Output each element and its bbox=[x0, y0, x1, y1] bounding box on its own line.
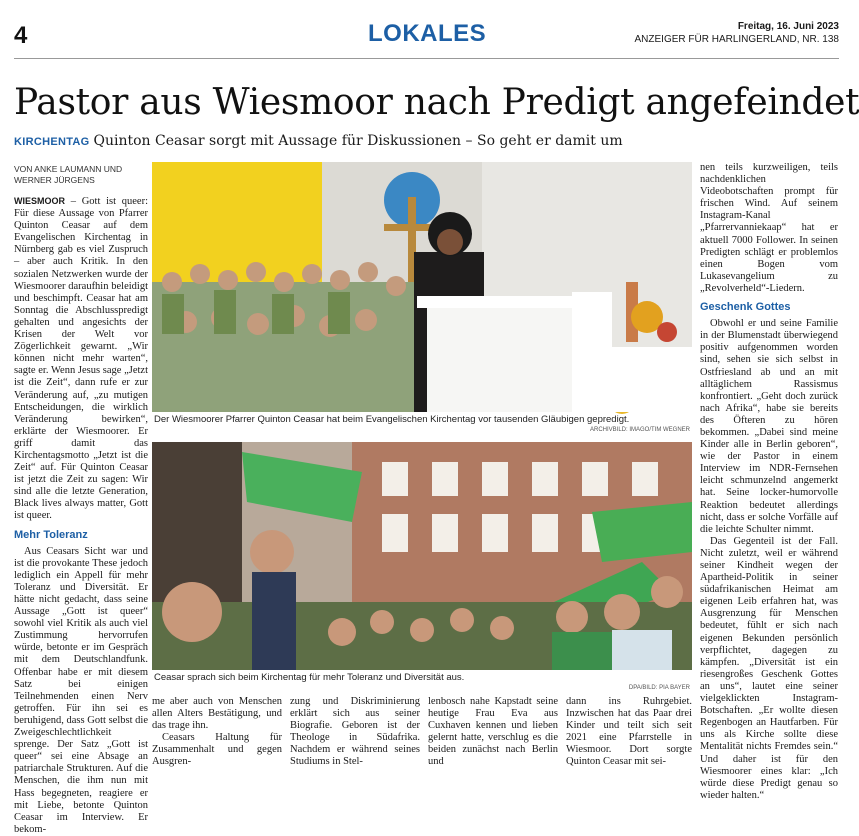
subheadline bbox=[14, 133, 623, 149]
issue-date: Freitag, 16. Juni 2023 bbox=[737, 21, 839, 32]
subheading: Mehr Toleranz bbox=[14, 528, 88, 541]
paragraph: Obwohl er und seine Familie in der Blumenstadt überwiegend positiv aufgenommen worden sind, sehen sie sich selbst in Ostfriesland ab und an mit alltäglichem Rassismus konfrontiert. „Geht doch zurück nach Afrika“, habe sie bereits des Öfteren zu hören bekommen. „Dabei sind meine Kinder alle in Berlin geboren“, wie der Pastor in einem Interview im NDR-Fernsehen leicht schmunzelnd angemerkt hat. Seine locker-humorvolle Reaktion bedeutet allerdings nicht, dass er solche Vorfälle auf die leichte Schulter nimmt. bbox=[700, 318, 838, 535]
paragraph: dann ins Ruhrgebiet. Inzwischen hat das Paar drei Kinder und teilt sich seit 2021 eine Pfarrstelle in Wiesmoor. Dort sorgte Quinton Ceasar mit sei- bbox=[566, 696, 692, 768]
photo-crowd-caption: Ceasar sprach sich beim Kirchentag für mehr Toleranz und Diversität aus. bbox=[154, 672, 465, 683]
paragraph: Aus Ceasars Sicht war und ist die provokante These jedoch lediglich ein Appell für mehr Toleranz und Diversität. Er hätte nicht gedacht, dass seine Aussage „Gott ist queer“ sowohl viel Kritik als auch viel Zustimmung hervorrufen würde, betonte er im Gespräch mit dem Deutschlandfunk. Offenbar habe er mit diesem Satz bei einigen Teilnehmenden einen Nerv getroffen. Für ihn sei es beruhigend, dass Gott selbst die Zweigeschlechtlichkeit sprenge. Der Satz „Gott ist queer“ sei eine Absage an patriarchale Strukturen. Auf die Menschen, die ihm nun mit Hass begegneten, reagiere er mit Liebe, betonte Quinton Ceasar im Interview. Er bekom- bbox=[14, 545, 148, 835]
kicker: KIRCHENTAG bbox=[14, 136, 90, 148]
article-column-4 bbox=[428, 696, 558, 768]
photo-sermon-caption: Der Wiesmoorer Pfarrer Quinton Ceasar hat beim Evangelischen Kirchentag vor tausenden Gläubigen gepredigt. bbox=[154, 414, 630, 425]
paragraph: Ceasars Haltung für Zusammenhalt und gegen Ausgren- bbox=[152, 732, 282, 768]
paragraph: Das Gegenteil ist der Fall. Nicht zuletzt, weil er während seiner Kindheit wegen der Apartheid-Politik in seiner südafrikanischen Heimat am eigenen Leib erfahren hat, was Ausgrenzung für Menschen bedeutet, fühlt er sich nach eigenen Bekunden persönlich verpflichtet, dagegen zu kämpfen. „Diversität ist ein riesengroßes Geschenk Gottes an uns“, lautet eine seiner vielgeklickten Instagram-Botschaften. „Er wollte diesen Regenbogen an Hautfarben. Für uns als Kirche sollte diese Mentalität nichts Fremdes sein.“ Und daher ist für den Wiesmoorer eines klar: „Ich würde diese Predigt genau so wieder halten.“ bbox=[700, 535, 838, 801]
paper-name: ANZEIGER FÜR HARLINGERLAND, NR. 138 bbox=[634, 34, 839, 45]
section-title: LOKALES bbox=[368, 20, 487, 47]
paragraph: zung und Diskriminierung erklärt sich aus seiner Biografie. Geboren ist der Theologe in Südafrika. Nachdem er während seines Studiums in Stel- bbox=[290, 696, 420, 768]
article-column-1 bbox=[14, 195, 148, 835]
headline: Pastor aus Wiesmoor nach Predigt angefeindet bbox=[14, 82, 859, 123]
subheading: Geschenk Gottes bbox=[700, 301, 791, 314]
dateline bbox=[635, 20, 840, 46]
article-column-2 bbox=[152, 696, 282, 768]
paragraph: me aber auch von Menschen allen Alters Bestätigung, und das trage ihn. bbox=[152, 696, 282, 732]
sermon-photo-image bbox=[152, 162, 692, 412]
paragraph: lenbosch nahe Kapstadt seine heutige Frau Eva aus Cuxhaven kennen und lieben gelernt hatte, verschlug es die beiden zunächst nach Berlin und bbox=[428, 696, 558, 768]
paragraph-text: – Gott ist queer: Für diese Aussage von Pfarrer Quinton Ceasar auf dem Evangelischen Kirchentag in Nürnberg gab es viel Zuspruch – aber auch Kritik. In den sozialen Netzwerken wurde der Wiesmoorer daraufhin beleidigt und beschimpft. Ceasar hat am Sonntag die Abschlusspredigt gehalten und angesichts der Krisen der Welt vor Zögerlichkeit gewarnt. „Wir können nicht mehr warten“, sagte er. Wenn Jesus sage „Jetzt ist die Zeit“, dann rufe er zur Veränderung auf, „zu mutigen Entscheidungen, die wirklich Veränderung bewirken“, erklärte der Wiesmoorer. Er griff damit das Kirchentagsmotto „Jetzt ist die Zeit“ auf. Für Quinton Ceasar ist jetzt die Zeit zu sagen: Wir sind alle die letzte Generation, Black lives always matter, Gott ist queer. bbox=[14, 196, 148, 522]
byline-line: VON ANKE LAUMANN UND bbox=[14, 164, 123, 174]
paragraph bbox=[14, 195, 148, 523]
article-column-right bbox=[700, 162, 838, 801]
paragraph: nen teils kurzweiligen, teils nachdenklichen Videobotschaften prompt für frischen Wind. Auf seinem Instagram-Kanal „Pfarrervanniekaap“ hat er aktuell 7000 Follower. In seinen Predigten schlägt er problemlos einen Bogen vom Lukasevangelium zu „Revolverheld“-Liedern. bbox=[700, 162, 838, 294]
article-column-5 bbox=[566, 696, 692, 768]
photo-sermon bbox=[152, 162, 692, 412]
byline-line: WERNER JÜRGENS bbox=[14, 175, 95, 185]
photo-crowd-credit: DPA/BILD: PIA BAYER bbox=[628, 685, 690, 691]
byline bbox=[14, 164, 148, 186]
masthead-divider bbox=[14, 58, 839, 59]
subheadline-text: Quinton Ceasar sorgt mit Aussage für Diskussionen – So geht er damit um bbox=[93, 133, 623, 149]
photo-sermon-credit: ARCHIVBILD: IMAGO/TIM WEGNER bbox=[589, 427, 690, 433]
photo-crowd bbox=[152, 442, 692, 670]
crowd-photo-image bbox=[152, 442, 692, 670]
article-column-3 bbox=[290, 696, 420, 768]
page-number: 4 bbox=[14, 22, 28, 49]
location-tag: WIESMOOR bbox=[14, 196, 65, 206]
